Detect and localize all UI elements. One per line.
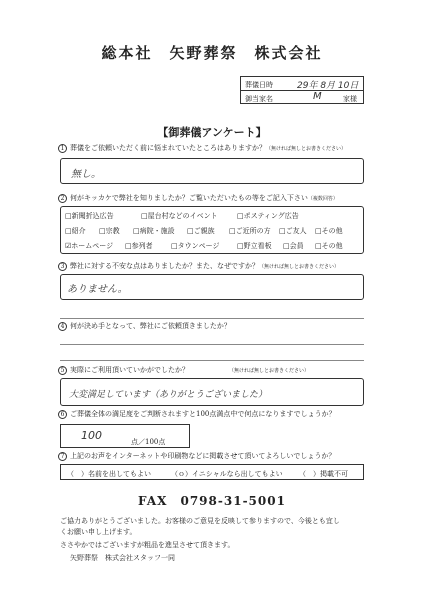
question-number: 4 [58,322,67,331]
question-number: 6 [58,410,67,419]
score-value: 100 [81,429,102,442]
score-unit: 点／100点 [131,438,166,446]
fax-number: FAX 0798-31-5001 [138,494,286,508]
question-note: （無ければ無しとお書きください） [229,368,310,374]
funeral-date-row [241,77,363,91]
closing-line: くお願い申し上げます。 [60,528,137,536]
question-text: 何が決め手となって、弊社にご依頼頂きましたか？ [70,322,231,330]
question-number: 5 [58,366,67,375]
funeral-date-value: 29年 8月 10日 [297,81,359,91]
option-other-2[interactable]: □その他 [315,242,343,250]
option-neighbor[interactable]: □ご近所の方 [229,227,271,235]
question-text: 弊社に対する不安な点はありましたか？また、なぜですか？ [70,262,259,270]
question-5 [58,366,418,376]
writing-line [60,360,364,361]
option-event[interactable]: □屋台村などのイベント [141,212,218,220]
family-name-label: 御当家名 [245,95,273,103]
publish-options-box [60,464,364,480]
option-friend[interactable]: □ご友人 [279,227,307,235]
question-1 [58,144,398,154]
option-name-ok[interactable]: （ ）名前を出してもよい [67,470,151,478]
answer-box-5[interactable] [60,378,364,406]
family-name-suffix: 家様 [343,95,357,103]
option-religion[interactable]: □宗教 [99,227,120,235]
option-signboard[interactable]: □野立看板 [237,242,272,250]
funeral-info-box [240,76,364,104]
answer-box-3[interactable] [60,274,364,300]
option-attendee[interactable]: □参列者 [125,242,153,250]
closing-signature: 矢野葬祭 株式会社スタッフ一同 [70,554,175,562]
closing-line: ご協力ありがとうございました。お客様のご意見を反映して参りますので、今後とも宜し [60,517,340,525]
question-note: （複数回答） [307,196,338,202]
option-no-publish[interactable]: （ ）掲載不可 [299,470,348,478]
answer-box-1[interactable] [60,158,364,184]
option-hospital[interactable]: □病院・施設 [133,227,175,235]
score-box[interactable] [60,424,190,448]
closing-message [60,516,390,564]
question-note: （無ければ無しとお書きください） [266,146,347,152]
answer-5-text: 大変満足しています（ありがとうございました） [69,390,268,400]
writing-line [60,318,364,319]
answer-3-text: ありません。 [67,284,128,295]
option-initial-ok[interactable]: （ｏ）イニシャルなら出してもよい [171,470,283,478]
question-note: （無ければ無しとお書きください） [259,264,340,270]
question-3 [58,262,418,272]
option-referral[interactable]: □紹介 [65,227,86,235]
option-posting[interactable]: □ポスティング広告 [237,212,299,220]
option-other-1[interactable]: □その他 [315,227,343,235]
question-number: 2 [58,194,67,203]
options-box-2 [60,206,364,254]
question-number: 7 [58,452,67,461]
option-member[interactable]: □会員 [283,242,304,250]
question-number: 1 [58,144,67,153]
survey-title: 【御葬儀アンケート】 [157,126,267,139]
question-text: 上記のお声をインターネットや印刷物などに掲載させて頂いてよろしいでしょうか？ [70,452,336,460]
question-text: ご葬儀全体の満足度をご判断されますと100点満点中で何点になりますでしょうか？ [70,410,336,418]
question-2 [58,194,418,204]
question-6 [58,410,418,419]
option-townpage[interactable]: □タウンページ [171,242,220,250]
question-text: 何がキッカケで弊社を知りましたか？ご覧いただいたもの等をご記入下さい [70,194,308,202]
family-name-value: M [313,91,322,102]
funeral-date-label: 葬儀日時 [245,81,273,89]
family-name-row [241,91,363,105]
answer-1-text: 無し。 [71,169,101,180]
option-homepage[interactable]: ☑ホームページ [65,242,114,250]
option-relatives[interactable]: □ご親族 [187,227,215,235]
question-4 [58,322,418,331]
question-7 [58,452,418,461]
company-title: 総本社 矢野葬祭 株式会社 [101,44,323,62]
question-text: 実際にご利用頂いていかがでしたか？ [70,366,189,374]
question-text: 葬儀をご依頼いただく前に悩まれていたところはありますか？ [70,144,266,152]
question-number: 3 [58,262,67,271]
closing-line: ささやかではございますが粗品を進呈させて頂きます。 [60,541,235,549]
option-newspaper[interactable]: □新聞折込広告 [65,212,114,220]
writing-line [60,344,364,345]
